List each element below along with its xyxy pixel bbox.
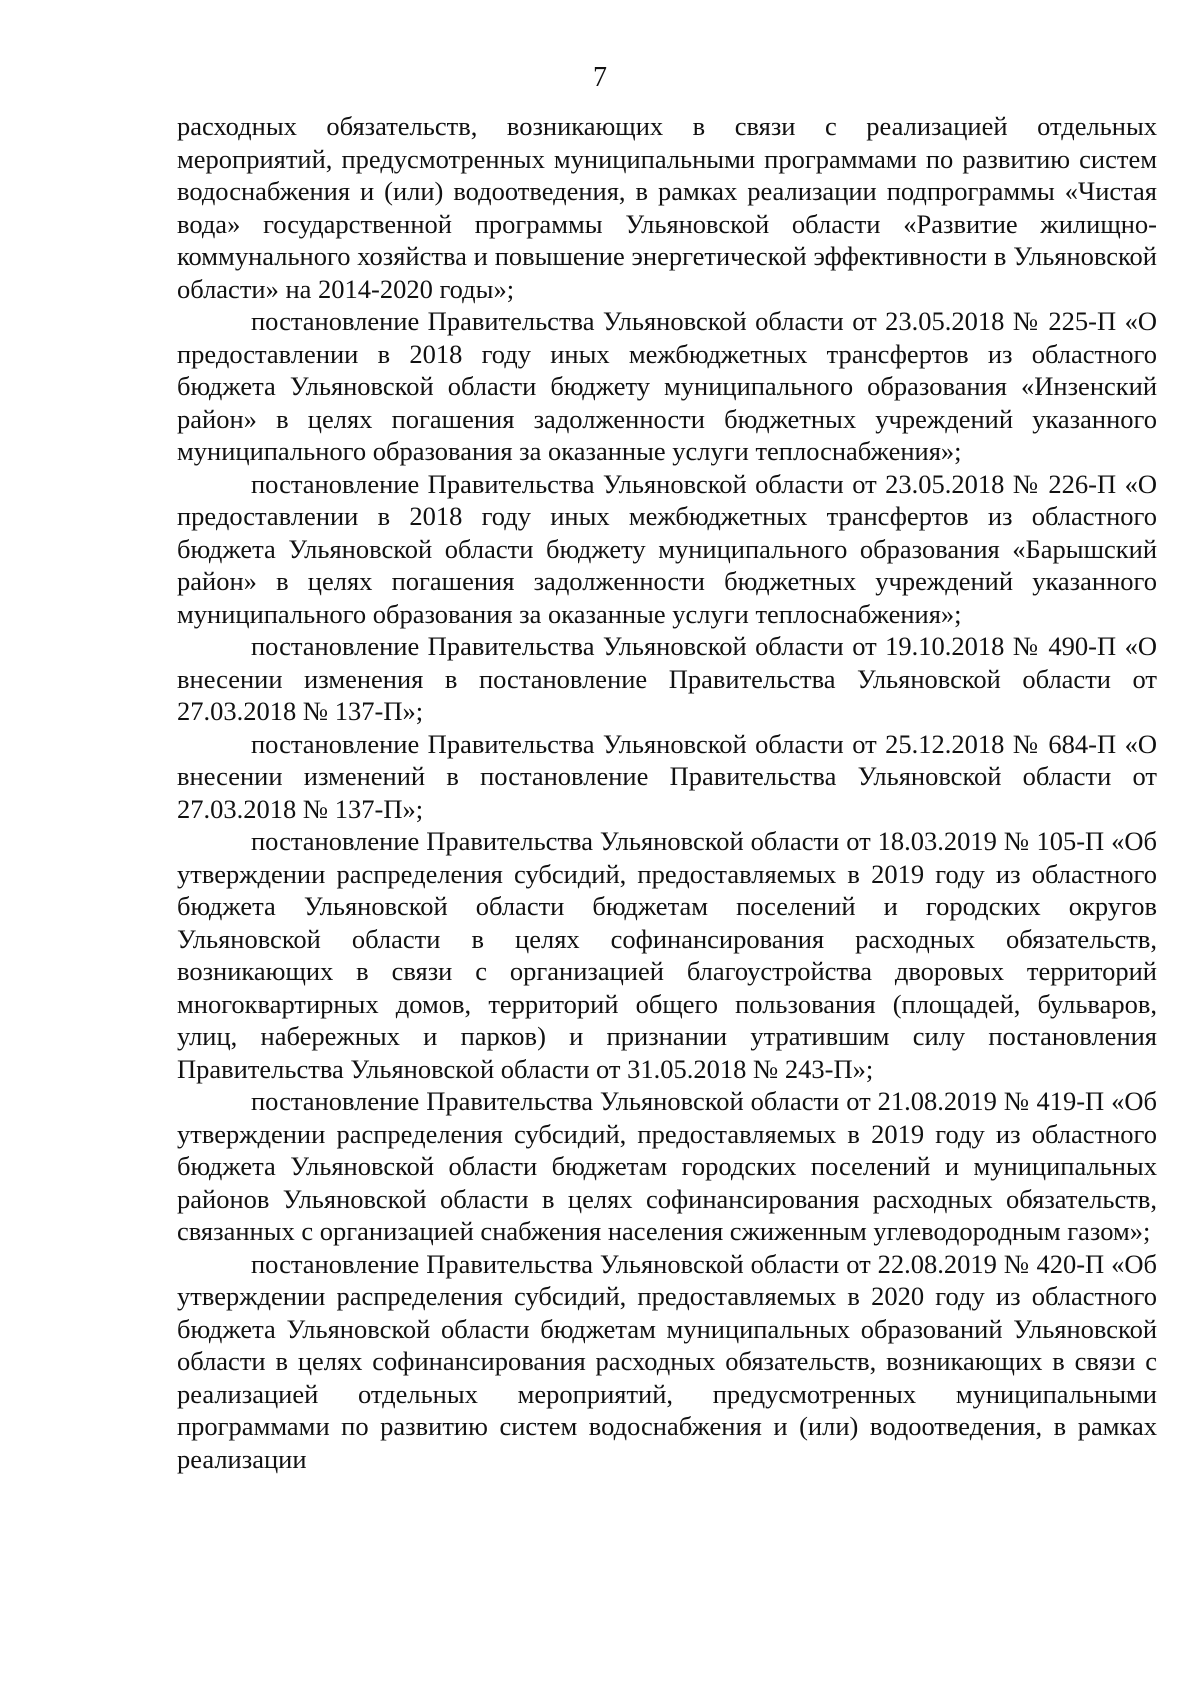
paragraph-resolution-226: постановление Правительства Ульяновской области от 23.05.2018 № 226-П «О предоставлении в 2018 году иных межбюджетных трансфертов из областного бюджета Ульяновской области бюджету муниципального образования «Барышский район» в целях погашения задолженности бюджетных учреждений указанного муниципального образования за оказанные услуги теплоснабжения»; (177, 468, 1157, 629)
paragraph-continuation: расходных обязательств, возникающих в связи с реализацией отдельных мероприятий, предусмотренных муниципальными программами по развитию систем водоснабжения и (или) водоотведения, в рамках реализации подпрограммы «Чистая вода» государственной программы Ульяновской области «Развитие жилищно-коммунального хозяйства и повышение энергетической эффективности в Ульяновской области» на 2014-2020 годы»; (177, 111, 1157, 304)
page-number: 7 (593, 62, 607, 93)
paragraph-resolution-225: постановление Правительства Ульяновской области от 23.05.2018 № 225-П «О предоставлении в 2018 году иных межбюджетных трансфертов из областного бюджета Ульяновской области бюджету муниципального образования «Инзенский район» в целях погашения задолженности бюджетных учреждений указанного муниципального образования за оказанные услуги теплоснабжения»; (177, 306, 1157, 466)
paragraph-resolution-419: постановление Правительства Ульяновской области от 21.08.2019 № 419-П «Об утверждении распределения субсидий, предоставляемых в 2019 году из областного бюджета Ульяновской области бюджетам городских поселений и муниципальных районов Ульяновской области в целях софинансирования расходных обязательств, связанных с организацией снабжения населения сжиженным углеводородным газом»; (177, 1086, 1157, 1246)
paragraph-resolution-105: постановление Правительства Ульяновской области от 18.03.2019 № 105-П «Об утверждении распределения субсидий, предоставляемых в 2019 году из областного бюджета Ульяновской области бюджетам поселений и городских округов Ульяновской области в целях софинансирования расходных обязательств, возникающих в связи с организацией благоустройства дворовых территорий многоквартирных домов, территорий общего пользования (площадей, бульваров, улиц, набережных и парков) и признании утратившим силу постановления Правительства Ульяновской области от 31.05.2018 № 243-П»; (177, 826, 1157, 1084)
document-body (177, 110, 1157, 1475)
paragraph-resolution-490: постановление Правительства Ульяновской области от 19.10.2018 № 490-П «О внесении изменения в постановление Правительства Ульяновской области от 27.03.2018 № 137-П»; (177, 631, 1157, 726)
paragraph-resolution-420: постановление Правительства Ульяновской области от 22.08.2019 № 420-П «Об утверждении распределения субсидий, предоставляемых в 2020 году из областного бюджета Ульяновской области бюджетам муниципальных образований Ульяновской области в целях софинансирования расходных обязательств, возникающих в связи с реализацией отдельных мероприятий, предусмотренных муниципальными программами по развитию систем водоснабжения и (или) водоотведения, в рамках реализации (177, 1248, 1157, 1474)
paragraph-resolution-684: постановление Правительства Ульяновской области от 25.12.2018 № 684-П «О внесении изменений в постановление Правительства Ульяновской области от 27.03.2018 № 137-П»; (177, 728, 1157, 824)
